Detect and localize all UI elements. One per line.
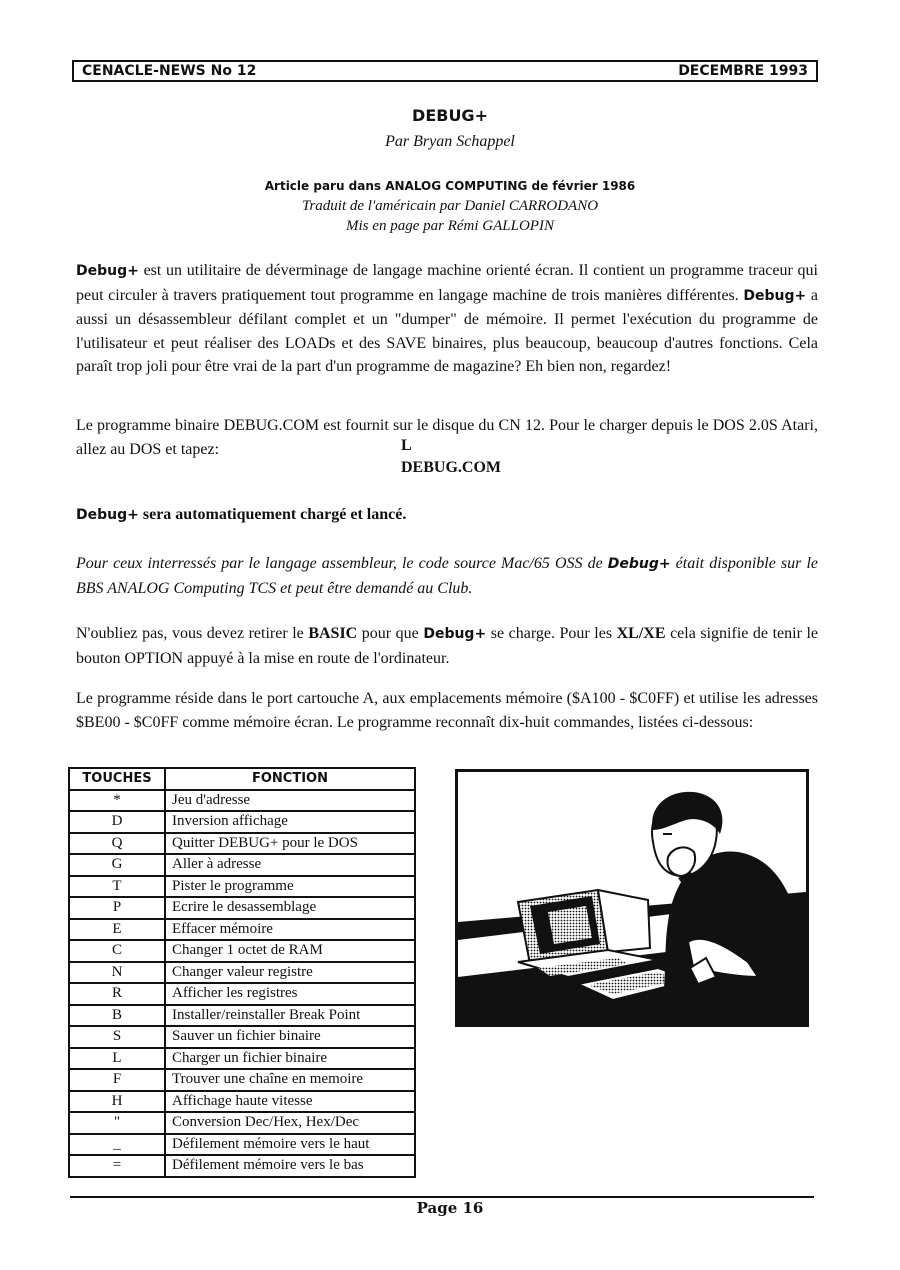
command-key: = — [69, 1155, 165, 1177]
command-key: _ — [69, 1134, 165, 1156]
credits-layout: Mis en page par Rémi GALLOPIN — [346, 218, 554, 234]
load-command-2: DEBUG.COM — [401, 459, 501, 476]
source-paragraph — [76, 552, 818, 600]
magazine-name: CENACLE-NEWS No 12 — [82, 63, 257, 79]
table-row — [69, 1134, 415, 1156]
basic-paragraph — [76, 622, 818, 670]
commands-table — [68, 767, 416, 1178]
computer-user-illustration — [458, 772, 806, 1024]
brand-name: Debug+ — [423, 626, 487, 642]
autoload-paragraph — [76, 503, 818, 528]
intro-text-1: est un utilitaire de déverminage de langage machine orienté écran. Il contient un programme traceur qui peut circuler à travers pratiquement tout programme en langage machine de trois manières différentes. — [76, 262, 818, 304]
command-function: Afficher les registres — [165, 983, 415, 1005]
command-key: N — [69, 962, 165, 984]
load-command-1: L — [401, 437, 412, 454]
table-row — [69, 876, 415, 898]
command-function: Installer/reinstaller Break Point — [165, 1005, 415, 1027]
command-key: " — [69, 1112, 165, 1134]
command-key: B — [69, 1005, 165, 1027]
article-author: Par Bryan Schappel — [385, 133, 515, 150]
table-row — [69, 940, 415, 962]
table-row — [69, 1005, 415, 1027]
table-row — [69, 1091, 415, 1113]
header-bar — [72, 60, 818, 82]
table-row — [69, 983, 415, 1005]
command-function: Conversion Dec/Hex, Hex/Dec — [165, 1112, 415, 1134]
command-function: Changer valeur registre — [165, 962, 415, 984]
table-row — [69, 1112, 415, 1134]
basic-text-2: pour que — [357, 625, 424, 642]
xl-keyword: XL/XE — [616, 625, 666, 642]
command-key: Q — [69, 833, 165, 855]
command-key: C — [69, 940, 165, 962]
command-function: Changer 1 octet de RAM — [165, 940, 415, 962]
intro-text-2: a aussi un désassembleur défilant complet et un "dumper" de mémoire. Il permet l'exécution du programme de l'utilisateur et peut réaliser des LOADs et des SAVE binaires, plus beaucoup, beaucoup d'autres fonctions. Cela paraît trop joli pour être vrai de la part d'un programme de magazine? Eh bien non, regardez! — [76, 286, 818, 375]
command-key: E — [69, 919, 165, 941]
command-function: Effacer mémoire — [165, 919, 415, 941]
page-number: Page 16 — [416, 1199, 484, 1217]
source-text-1: Pour ceux interressés par le langage assembleur, le code source Mac/65 OSS de — [76, 555, 608, 572]
credits-translator: Traduit de l'américain par Daniel CARRODANO — [301, 198, 599, 214]
command-function: Inversion affichage — [165, 811, 415, 833]
command-function: Aller à adresse — [165, 854, 415, 876]
credits-block — [0, 176, 900, 236]
brand-name: Debug+ — [743, 287, 807, 304]
table-row — [69, 1155, 415, 1177]
basic-text-4: cela signifie de tenir le bouton OPTION appuyé à la mise en route de l'ordinateur. — [76, 625, 819, 667]
table-row — [69, 919, 415, 941]
source-text-2: était disponible sur le BBS ANALOG Computing TCS et peut être demandé au Club. — [76, 555, 818, 597]
brand-name: Debug+ — [76, 507, 139, 523]
table-row — [69, 790, 415, 812]
command-function: Défilement mémoire vers le bas — [165, 1155, 415, 1177]
command-function: Jeu d'adresse — [165, 790, 415, 812]
command-key: P — [69, 897, 165, 919]
table-row — [69, 1069, 415, 1091]
command-key: D — [69, 811, 165, 833]
basic-text-3: se charge. Pour les — [486, 625, 617, 642]
table-row — [69, 962, 415, 984]
table-header-row — [69, 768, 415, 790]
autoload-text: sera automatiquement chargé et lancé. — [138, 506, 407, 523]
memory-paragraph: Le programme réside dans le port cartouche A, aux emplacements mémoire ($A100 - $C0FF) et utilise les adresses $BE00 - $C0FF comme mémoire écran. Le programme reconnaît dix-huit commandes, listées ci-dessous: — [76, 690, 818, 731]
brand-name: Debug+ — [76, 263, 139, 279]
command-function: Charger un fichier binaire — [165, 1048, 415, 1070]
table-row — [69, 854, 415, 876]
table-row — [69, 1026, 415, 1048]
intro-paragraph — [76, 259, 818, 379]
header-keys: TOUCHES — [69, 768, 165, 790]
credits-source: Article paru dans ANALOG COMPUTING de février 1986 — [264, 179, 636, 193]
command-key: H — [69, 1091, 165, 1113]
command-key: T — [69, 876, 165, 898]
table-row — [69, 1048, 415, 1070]
brand-name: Debug+ — [607, 556, 671, 572]
command-function: Sauver un fichier binaire — [165, 1026, 415, 1048]
header-function: FONCTION — [165, 768, 415, 790]
basic-keyword: BASIC — [308, 625, 358, 642]
command-key: S — [69, 1026, 165, 1048]
command-key: G — [69, 854, 165, 876]
basic-text-1: N'oubliez pas, vous devez retirer le — [76, 625, 309, 642]
command-key: * — [69, 790, 165, 812]
command-function: Affichage haute vitesse — [165, 1091, 415, 1113]
command-function: Trouver une chaîne en memoire — [165, 1069, 415, 1091]
issue-date: DECEMBRE 1993 — [678, 63, 808, 79]
command-function: Ecrire le desassemblage — [165, 897, 415, 919]
command-function: Pister le programme — [165, 876, 415, 898]
command-key: R — [69, 983, 165, 1005]
table-row — [69, 811, 415, 833]
illustration-man-at-computer — [455, 769, 809, 1027]
article-title: DEBUG+ — [412, 106, 488, 125]
command-key: L — [69, 1048, 165, 1070]
command-function: Défilement mémoire vers le haut — [165, 1134, 415, 1156]
table-row — [69, 897, 415, 919]
table-row — [69, 833, 415, 855]
command-function: Quitter DEBUG+ pour le DOS — [165, 833, 415, 855]
load-paragraph: Le programme binaire DEBUG.COM est fournit sur le disque du CN 12. Pour le charger depuis le DOS 2.0S Atari, allez au DOS et tapez: — [76, 417, 818, 458]
footer-rule — [70, 1196, 814, 1198]
command-key: F — [69, 1069, 165, 1091]
